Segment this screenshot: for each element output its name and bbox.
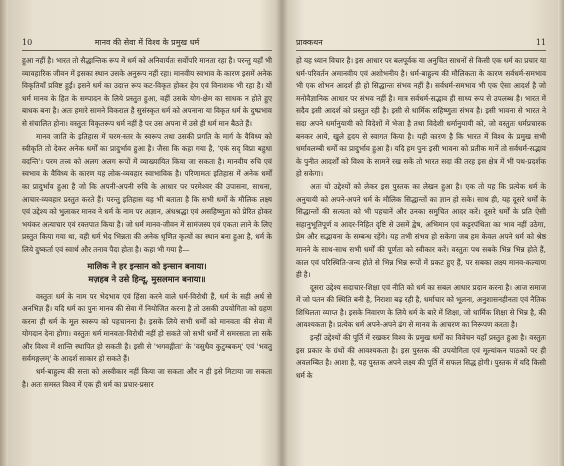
paragraph: दूसरा उद्देश्य सदाचार-शिक्षा एवं नीति को धर्म का सबल आधार प्रदान करना है। आज समाज में जो पतन की स्थिति बनी है, निराशा बढ़ रही है, धर्माचार को भूलना, अनुशासनहीनता एवं नैतिक शिथिलता व्याप्त है। इसके निवारण के लिये धर्म के बारे में शिक्षा, जो धार्मिक शिक्षा से भिन्न है, की आवश्यकता है। प्रत्येक धर्म अपने-अपने ढंग से मानव के आचरण का निरूपण करता है। (296, 282, 546, 330)
paragraph: हो यह ध्यान विचार है। इस आधार पर बलपूर्वक या अनुचित साधनों से किसी एक धर्म का प्रचार या धर्म-परिवर्तन अमानवीय एवं अशोभनीय है। धर्म-बाहुल्य की मौलिकता के कारण सर्वधर्म-समभाव भी एक शोभन आदर्श ही हो सिद्धान्तः संभव नहीं है। सर्वधर्म-समभाव भी एक ऐसा आदर्श है जो मनोवैज्ञानिक आधार पर संभव नहीं है। मात्र सर्वधर्म-सद्भाव ही साध्य रूप से उपलब्ध है। भारत में सदैव इसी आदर्श को प्रस्तुत रही है। इसी से धार्मिक सहिष्णुता संभव है। इसी भावना से भारत ने सदा अपने धर्मानुयायी को विदेशों में भेजा है तथा विदेशी धर्मानुयायी को, जो वस्तुतः धर्मप्रचारक बनकर आये, खुले हृदय से स्वागत किया है। यही कारण है कि भारत में विश्व के प्रमुख सभी धर्मावलम्बी धर्मों का प्रादुर्भाव हुआ है। यदि हम पुनः इसी भावना को प्रतीक मानें तो सर्वधर्म-सद्भाव के पुनीत आदर्शों को विश्व के सामने रख सकें तो भारत सदा की तरह इस क्षेत्र में भी पथ-प्रदर्शक हो सकेगा। (296, 56, 546, 179)
paragraph: मानव जाति के इतिहास में चरम-स्तर के स्वरूप तथा उसकी प्रगति के मार्ग के वैविध्य को स्वीकृति तो देकर अनेक धर्मों का प्रादुर्भाव हुआ है। जैसा कि कहा गया है, 'एकं सद् विप्रा बहुधा वदन्ति'। परम तत्त्व को अलग अलग रूपों में व्याख्यायित किया जा सकता है। मानवीय रुचि एवं स्वभाव के वैविध्य के कारण यह लोक-व्यवहार स्वाभाविक है। परिणामतः इतिहास में अनेक धर्मों का प्रादुर्भाव हुआ है जो कि अपनी-अपनी रुचि के आधार पर परमेश्वर की उपासना, साधना, आचार-व्यवहार प्रस्तुत करते हैं। परन्तु इतिहास यह भी बताता है कि सभी धर्मों के मौलिक लक्ष्य एवं उद्देश्य को भुलाकर मानव ने धर्म के नाम पर अज्ञान, अंधश्रद्धा एवं असहिष्णुता को प्रेरित होकर भयंकर अत्याचार एवं रक्तपात किया है। जो धर्म मानव-जीवन में सामंजस्य एवं एकता लाने के लिए प्रस्तुत किया गया था, वही धर्म भेद भिन्नता की अनेक धृणित कृत्यों का स्थान बना हुआ है, धर्म के लिये दुष्कर्ता एवं स्वार्थ और तनाव पैदा होता है। कहा भी गया है— (22, 131, 272, 254)
couplet (22, 260, 272, 286)
paragraph: इन्हीं उद्देश्यों की पूर्ति में रखकर विश्व के प्रमुख धर्मों का विवेचन यहाँ प्रस्तुत हुआ है। वस्तुतः इस प्रकार के ग्रंथों की आवश्यकता है। इस पुस्तक की उपयोगिता एवं मूल्यांकन पाठकों पर ही अवलम्बित है। आशा है, यह पुस्तक अपने लक्ष्य की पूर्ति में सफल सिद्ध होगी। पुस्तक में यदि किसी धर्म के (296, 333, 546, 380)
book-gutter (276, 0, 288, 466)
right-page (282, 0, 564, 466)
couplet-line: मज़हब ने उसे हिन्दू, मुसलमान बनाया॥ (88, 273, 206, 284)
running-title: मानव की सेवा में विश्व के प्रमुख धर्म (94, 38, 200, 47)
right-page-body (296, 55, 546, 382)
paragraph: धर्म-बाहुल्य की सत्ता को अस्वीकार नहीं किया जा सकता और न ही इसे मिटाया जा सकता है। अतः समस्त विश्व में एक ही धर्म का प्रचार-प्रसार (22, 367, 272, 389)
paragraph: वस्तुतः धर्म के नाम पर भेदभाव एवं हिंसा करने वाले धर्म-विरोधी हैं, धर्म के सही अर्थ से अनभिज्ञ हैं। यदि धर्म का पुनः मानव की सेवा में नियोजित करना है तो उसकी उपयोगिता को ग्रहण करना ही धर्म के मूल स्वरूप को पहचानना है। इसके लिये सभी धर्मों को मानवता की सेवा में योगदान देना होगा। वस्तुतः धर्म मानवता-विरोधी नहीं हो सकते जो सभी धर्मों में समरसता ला सके और विश्व में शान्ति स्थापित हो सकती है। इसी से 'भगवद्गीता' के 'वसुधैव कुटुम्बकम्' एवं 'भवतु सर्वमङ्गलम्' के आदर्श साकार हो सकते हैं। (22, 291, 272, 364)
right-page-header (296, 36, 546, 51)
paragraph: अतः यो उद्देश्यों को लेकर इस पुस्तक का लेखन हुआ है। एक तो यह कि प्रत्येक धर्म के अनुयायी को अपने-अपने धर्म के मौलिक सिद्धान्तों का ज्ञान हो सके। साथ ही, यह दूसरे धर्मों के सिद्धान्तों की सत्यता को भी पहचानें और उनका समुचित आदर करें। दूसरे धर्मों के प्रति ऐसी सहानुभूतिपूर्ण व आदर-निहित दृष्टि से उसमें द्वेष, अभिमान एवं कट्टरपंथिता का भाव नहीं उठेगा, प्रेम और सद्भावना के सम्बन्ध रहेंगे। यह तभी संभव हो सकेगा जब हम केवल अपने धर्म को श्रेष्ठ मानने के साथ-साथ सभी धर्मों की पूर्णता को स्वीकार करें। वस्तुतः पथ सबके भिन्न भिन्न होते हैं, काल एवं परिस्थिति-जन्य होते से भिन्न भिन्न रूपों में प्रकट हुए हैं, पर सबका लक्ष्य मानव-कल्याण ही है। (296, 181, 546, 280)
left-page-header (22, 36, 272, 51)
running-title: प्राक्कथन (296, 38, 323, 47)
page-number: 10 (22, 38, 33, 47)
paragraph: हुआ नहीं है। भारत तो सैद्धान्तिक रूप में धर्म को अनिवार्यतः सर्वोपरि मानता रहा है। परन्तु यहाँ भी व्यावहारिक जीवन में इसका स्थान उसके अनुरूप नहीं रहा। मानवीय स्वभाव के कारण इसमें अनेक विकृतियाँ प्रविष्ट हुईं। इसने धर्म का उदात्त रूप कट-विकृत होकर हेय एवं विनाशक भी रहा है। यों धर्म मानव के हित के सम्पादन के लिये प्रस्तुत हुआ, वहीं उसके योग-क्षेम का साधक न होते हुए बाधक बना है। अतः हमारे सामने विकराल है सुसंस्कृत धर्म को अपनाना या विकृत धर्म के दुष्प्रभाव से संचालित होना। वस्तुतः विकृतरूप धर्म नहीं है पर उस अपना में उसे ही धर्म मान बैठते हैं। (22, 56, 272, 128)
page-number: 11 (535, 38, 546, 47)
couplet-line: मालिक ने हर इन्सान को इन्सान बनाया। (87, 260, 207, 271)
left-page-body (22, 55, 272, 391)
